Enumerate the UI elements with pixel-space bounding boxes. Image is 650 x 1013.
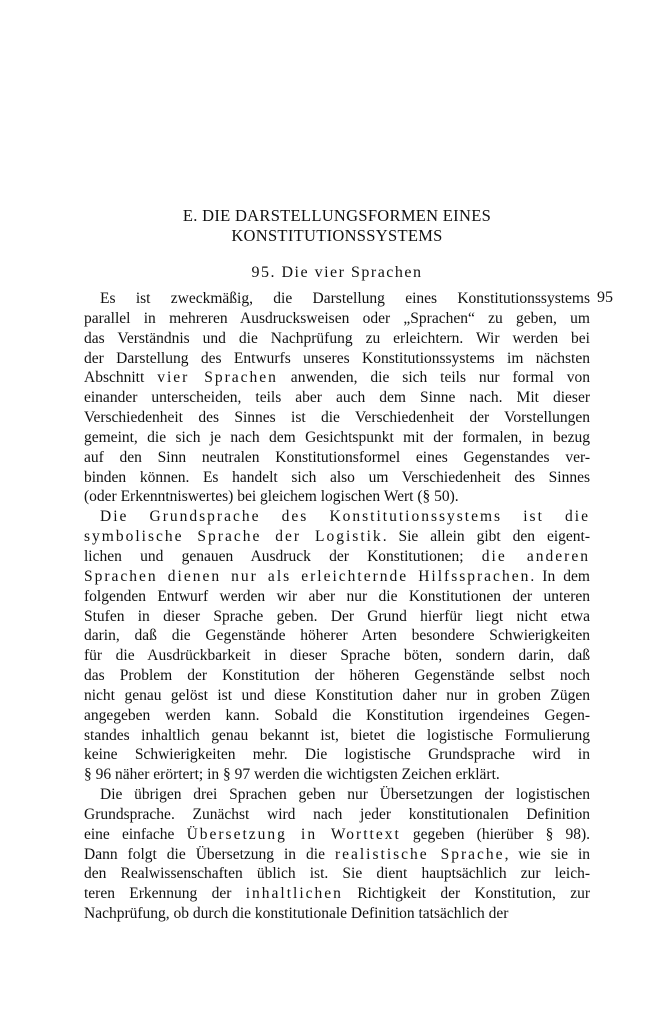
text-line — [84, 825, 590, 845]
text-run: parallel in mehreren Ausdrucksweisen oder „Sprachen“ zu geben, um — [84, 309, 590, 327]
spaced-emphasis-text: Sprachen dienen nur als erleichternde Hilfssprachen — [84, 567, 531, 585]
text-line — [84, 468, 590, 488]
text-line — [84, 487, 590, 507]
text-run: Die übrigen drei Sprachen geben nur Übersetzungen der logistischen — [100, 786, 590, 804]
chapter-title — [84, 206, 590, 246]
text-line — [84, 805, 590, 825]
text-run: anwenden, die sich teils nur formal von — [277, 369, 590, 387]
text-line — [84, 567, 590, 587]
text-line — [84, 626, 590, 646]
text-run: Nachprüfung, ob durch die konstitutionale Definition tatsächlich der — [84, 905, 509, 923]
text-line — [84, 289, 590, 309]
text-run: teren Erkennung der — [84, 885, 246, 903]
text-line — [84, 706, 590, 726]
text-run: das Problem der Konstitution der höheren Gegenstände selbst noch — [84, 667, 590, 685]
text-line — [84, 904, 590, 924]
text-run: einander unterscheiden, teils aber auch dem Sinne nach. Mit dieser — [84, 389, 590, 407]
text-line — [84, 448, 590, 468]
text-run: Es ist zweckmäßig, die Darstellung eines Konstitutionssystems — [100, 290, 590, 307]
spaced-emphasis-text: inhaltlichen — [245, 885, 343, 903]
text-line — [84, 507, 590, 527]
text-line — [84, 349, 590, 369]
text-run: binden können. Es handelt sich also um Verschiedenheit des Sinnes — [84, 468, 590, 486]
text-line — [84, 686, 590, 706]
text-run: (oder Erkenntniswertes) bei gleichem logischen Wert (§ 50). — [84, 488, 459, 506]
body-text — [84, 289, 590, 924]
text-line — [84, 547, 590, 567]
chapter-title-line-2: KONSTITUTIONSSYSTEMS — [231, 226, 443, 245]
text-run: darin, daß die Gegenstände höherer Arten besondere Schwierigkeiten — [84, 627, 590, 645]
text-line — [84, 408, 590, 428]
text-run: keine Schwierigkeiten mehr. Die logistische Grundsprache wird in — [84, 746, 590, 764]
text-line — [84, 666, 590, 686]
text-line — [84, 607, 590, 627]
text-line — [84, 765, 590, 785]
text-run: Richtigkeit der Konstitution, zur — [342, 885, 590, 903]
text-run: . Sie allein gibt den eigent- — [382, 528, 591, 546]
text-line — [84, 329, 590, 349]
text-run: gemeint, die sich je nach dem Gesichtspunkt mit der formalen, in bezug — [84, 428, 590, 446]
text-run: Verschiedenheit des Sinnes ist die Verschiedenheit der Vorstellungen — [84, 409, 590, 427]
text-run: folgenden Entwurf werden wir aber nur die Konstitutionen der unteren — [84, 587, 590, 605]
text-line — [84, 845, 590, 865]
spaced-emphasis-text: symbolische Sprache der Logistik — [84, 528, 383, 546]
text-run: Grundsprache. Zunächst wird nach jeder konstitutionalen Definition — [84, 805, 590, 823]
text-run: für die Ausdrückbarkeit in dieser Sprache böten, sondern darin, daß — [84, 647, 590, 665]
text-run: Dann folgt die Übersetzung in die — [84, 845, 335, 863]
text-run: nicht genau gelöst ist und diese Konstitution daher nur in groben Zügen — [84, 686, 590, 704]
text-line — [84, 785, 590, 805]
text-line — [84, 368, 590, 388]
chapter-title-line-1: E. DIE DARSTELLUNGSFORMEN EINES — [182, 206, 492, 225]
text-run: gegeben (hierüber § 98). — [400, 825, 590, 843]
text-run: standes inhaltlich genau bekannt ist, bietet die logistische Formulierung — [84, 726, 590, 744]
text-line — [84, 745, 590, 765]
text-run: angegeben werden kann. Sobald die Konstitution irgendeines Gegen- — [84, 706, 590, 724]
text-line — [84, 388, 590, 408]
text-line — [84, 864, 590, 884]
text-line — [84, 726, 590, 746]
text-run: , wie sie in — [504, 845, 591, 863]
text-line — [84, 587, 590, 607]
spaced-emphasis-text: realistische Sprache — [334, 845, 505, 863]
text-run: das Verständnis und die Nachprüfung zu erleichtern. Wir werden bei — [84, 329, 590, 347]
text-run: eine einfache — [84, 825, 187, 843]
text-line — [84, 428, 590, 448]
text-line — [84, 527, 590, 547]
spaced-emphasis-text: die anderen — [481, 547, 590, 565]
spaced-emphasis-text: Übersetzung in Worttext — [186, 825, 401, 843]
text-run: lichen und genauen Ausdruck der Konstitutionen; — [84, 547, 482, 565]
text-run: auf den Sinn neutralen Konstitutionsformel eines Gegenstandes ver- — [84, 448, 590, 466]
margin-section-number: 95 — [597, 289, 613, 306]
text-run: der Darstellung des Entwurfs unseres Konstitutionssystems im nächsten — [84, 349, 590, 367]
spaced-emphasis-text: Die Grundsprache des Konstitutionssystems ist die — [100, 508, 590, 526]
text-run: den Realwissenschaften üblich ist. Sie dient hauptsächlich zur leich- — [84, 865, 590, 883]
text-run: Abschnitt — [84, 369, 158, 387]
text-run: Stufen in dieser Sprache geben. Der Grund hierfür liegt nicht etwa — [84, 607, 590, 625]
text-line — [84, 884, 590, 904]
text-run: . In dem — [530, 567, 590, 585]
text-line — [84, 309, 590, 329]
text-line — [84, 646, 590, 666]
spaced-emphasis-text: vier Sprachen — [157, 369, 278, 387]
text-run: § 96 näher erörtert; in § 97 werden die wichtigsten Zeichen erklärt. — [84, 766, 500, 784]
section-title: 95. Die vier Sprachen — [251, 264, 423, 281]
